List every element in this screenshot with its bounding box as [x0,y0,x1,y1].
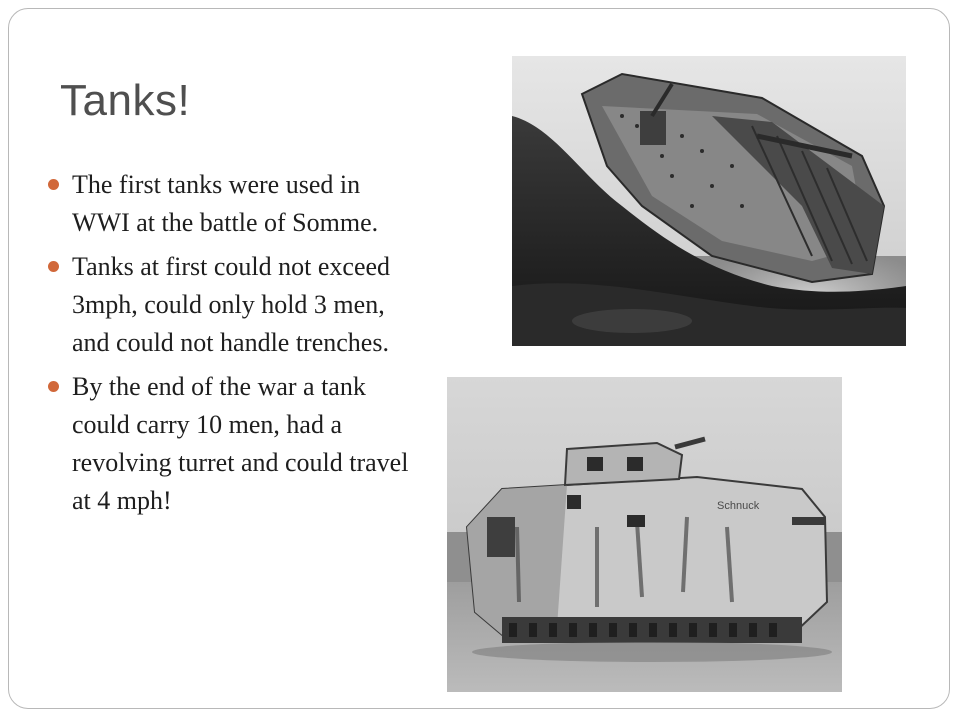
bullet-item [48,368,420,520]
bullet-dot-icon [48,381,59,392]
tank-photo-top [512,56,906,346]
bullet-dot-icon [48,179,59,190]
bullet-text: Tanks at first could not exceed 3mph, could only hold 3 men, and could not handle trenches. [72,252,391,357]
bullet-item [48,248,420,362]
slide-title: Tanks! [60,76,191,125]
tank-photo-top-image [512,56,906,346]
bullet-list [48,166,420,526]
bullet-dot-icon [48,261,59,272]
tank-photo-bottom [447,377,842,692]
bullet-text: The first tanks were used in WWI at the battle of Somme. [72,170,379,237]
hull-lettering: Schnuck [717,500,760,512]
bullet-text: By the end of the war a tank could carry 10 men, had a revolving turret and could travel at 4 mph! [72,372,409,515]
tank-photo-bottom-image [447,377,842,692]
bullet-item [48,166,420,242]
